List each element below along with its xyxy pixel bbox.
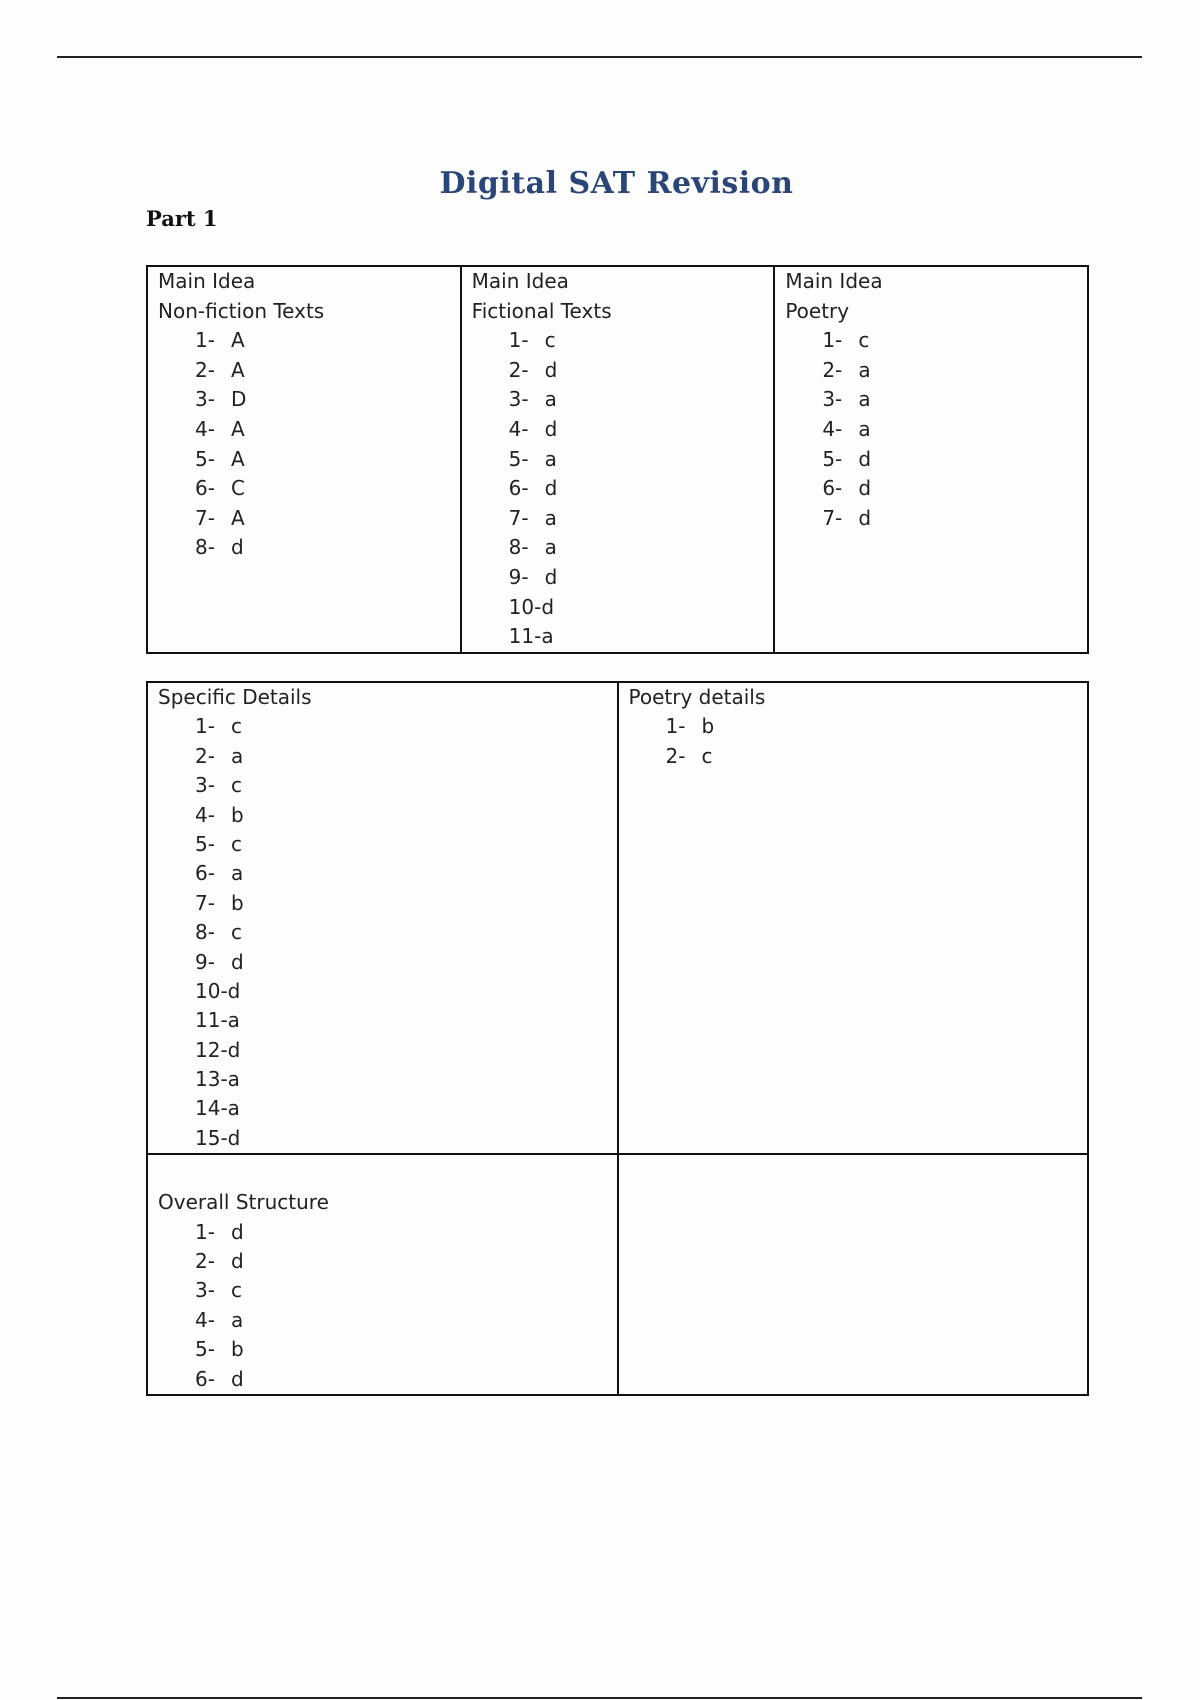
- answer-number: 1-: [195, 714, 215, 739]
- answer-item: [195, 1335, 607, 1364]
- cell-heading: Main Idea: [785, 269, 883, 293]
- answer-letter: a: [227, 1008, 240, 1033]
- answer-letter: a: [544, 535, 557, 560]
- answer-item: [509, 533, 764, 563]
- answer-item: [666, 712, 1078, 741]
- answer-number: 11-: [508, 624, 542, 649]
- answer-letter: D: [231, 387, 247, 412]
- answer-number: 3-: [508, 387, 529, 412]
- answer-number: 7-: [822, 505, 843, 530]
- answer-letter: A: [231, 357, 245, 382]
- poetry-details-cell: [618, 682, 1089, 1154]
- main-idea-table: [146, 265, 1089, 654]
- cell-subheading: Poetry: [785, 298, 850, 323]
- answer-item: [509, 504, 764, 534]
- answer-item: [822, 385, 1077, 415]
- part-label: Part 1: [146, 206, 218, 231]
- answer-item: [195, 1036, 607, 1065]
- answer-list: [158, 326, 450, 563]
- answer-letter: a: [231, 861, 244, 886]
- answer-letter: a: [858, 416, 871, 441]
- answer-letter: d: [231, 949, 244, 974]
- answer-item: [195, 356, 450, 386]
- answer-letter: A: [231, 446, 245, 471]
- answer-number: 5-: [195, 831, 215, 856]
- answer-item: [195, 1247, 607, 1276]
- details-table: [146, 681, 1089, 1396]
- answer-item: [822, 415, 1077, 445]
- answer-item: [509, 385, 764, 415]
- answer-number: 1-: [822, 328, 843, 353]
- answer-item: [195, 1065, 607, 1094]
- answer-item: [195, 712, 607, 741]
- answer-item: [822, 445, 1077, 475]
- answer-number: 3-: [195, 1278, 215, 1303]
- answer-letter: b: [231, 802, 244, 827]
- answer-number: 2-: [195, 1249, 215, 1274]
- cell-heading: Main Idea: [471, 269, 569, 293]
- answer-item: [195, 445, 450, 475]
- answer-item: [509, 474, 764, 504]
- answer-letter: c: [231, 1278, 242, 1303]
- document-title: Digital SAT Revision: [439, 166, 794, 201]
- answer-number: 8-: [195, 535, 215, 560]
- cell-heading: Main Idea: [158, 269, 256, 293]
- cell-heading: Specific Details: [158, 685, 312, 709]
- poetry-cell: [774, 266, 1088, 653]
- footer-rule: [57, 1697, 1142, 1699]
- answer-list: [629, 712, 1078, 771]
- answer-number: 2-: [665, 743, 686, 768]
- answer-number: 6-: [822, 476, 843, 501]
- answer-item: [509, 415, 764, 445]
- answer-item: [195, 533, 450, 563]
- answer-item: [195, 977, 607, 1006]
- answer-letter: b: [231, 890, 244, 915]
- answer-number: 11-: [195, 1008, 228, 1033]
- answer-item: [195, 771, 607, 800]
- answer-number: 1-: [665, 714, 686, 739]
- answer-letter: c: [701, 743, 713, 768]
- answer-number: 8-: [195, 920, 215, 945]
- answer-number: 3-: [195, 773, 215, 798]
- answer-number: 5-: [195, 1337, 215, 1362]
- answer-item: [195, 742, 607, 771]
- answer-list: [158, 1218, 607, 1394]
- answer-letter: C: [231, 476, 245, 501]
- answer-number: 7-: [195, 505, 215, 530]
- answer-letter: d: [231, 535, 244, 560]
- answer-item: [195, 918, 607, 947]
- fictional-cell: [461, 266, 775, 653]
- answer-item: [195, 504, 450, 534]
- answer-number: 6-: [508, 476, 529, 501]
- answer-letter: a: [231, 1307, 244, 1332]
- answer-item: [195, 474, 450, 504]
- answer-number: 9-: [508, 564, 529, 589]
- answer-letter: d: [544, 357, 558, 382]
- overall-structure-cell: [147, 1154, 618, 1395]
- answer-letter: d: [544, 476, 558, 501]
- answer-number: 7-: [508, 505, 529, 530]
- answer-letter: d: [227, 1037, 241, 1062]
- answer-number: 5-: [195, 446, 215, 471]
- answer-letter: d: [858, 505, 872, 530]
- answer-letter: c: [544, 328, 556, 353]
- answer-number: 10-: [195, 978, 228, 1003]
- specific-details-cell: [147, 682, 618, 1154]
- answer-letter: a: [227, 1067, 240, 1092]
- answer-letter: a: [227, 1096, 240, 1121]
- cell-heading: Poetry details: [628, 685, 766, 709]
- answer-letter: d: [227, 978, 241, 1003]
- answer-letter: c: [231, 920, 242, 945]
- nonfiction-cell: [147, 266, 461, 653]
- answer-letter: A: [231, 505, 245, 530]
- answer-letter: d: [231, 1219, 244, 1244]
- answer-letter: b: [701, 714, 715, 739]
- answer-letter: c: [858, 328, 870, 353]
- answer-letter: b: [231, 1337, 244, 1362]
- answer-letter: d: [541, 594, 555, 619]
- answer-letter: d: [544, 416, 558, 441]
- answer-number: 2-: [822, 357, 843, 382]
- answer-number: 12-: [195, 1037, 228, 1062]
- answer-letter: c: [231, 714, 242, 739]
- answer-number: 1-: [195, 1219, 215, 1244]
- answer-number: 2-: [508, 357, 529, 382]
- answer-number: 5-: [822, 446, 843, 471]
- answer-item: [509, 593, 764, 623]
- cell-subheading: Fictional Texts: [471, 298, 612, 323]
- answer-item: [195, 1306, 607, 1335]
- answer-letter: d: [544, 564, 558, 589]
- answer-item: [195, 1365, 607, 1394]
- answer-item: [666, 742, 1078, 771]
- answer-item: [195, 801, 607, 830]
- answer-item: [195, 1218, 607, 1247]
- answer-item: [822, 326, 1077, 356]
- answer-item: [195, 1276, 607, 1305]
- answer-letter: a: [544, 387, 557, 412]
- answer-item: [195, 830, 607, 859]
- answer-item: [195, 1124, 607, 1153]
- answer-item: [822, 356, 1077, 386]
- answer-letter: a: [544, 446, 557, 471]
- answer-number: 1-: [508, 328, 529, 353]
- answer-letter: d: [227, 1125, 241, 1150]
- answer-letter: a: [231, 743, 244, 768]
- answer-letter: c: [231, 773, 242, 798]
- answer-number: 2-: [195, 743, 215, 768]
- answer-item: [195, 326, 450, 356]
- answer-number: 14-: [195, 1096, 228, 1121]
- answer-number: 8-: [508, 535, 529, 560]
- answer-list: [785, 326, 1077, 533]
- header-rule: [57, 56, 1142, 58]
- answer-number: 4-: [195, 1307, 215, 1332]
- answer-number: 4-: [195, 416, 215, 441]
- answer-letter: a: [858, 387, 871, 412]
- answer-letter: d: [858, 476, 872, 501]
- answer-number: 6-: [195, 861, 215, 886]
- answer-item: [195, 385, 450, 415]
- answer-item: [195, 415, 450, 445]
- answer-number: 9-: [195, 949, 215, 974]
- answer-item: [195, 948, 607, 977]
- answer-number: 5-: [508, 446, 529, 471]
- answer-item: [822, 504, 1077, 534]
- answer-number: 4-: [195, 802, 215, 827]
- answer-item: [509, 356, 764, 386]
- answer-item: [822, 474, 1077, 504]
- answer-list: [158, 712, 607, 1153]
- answer-item: [509, 326, 764, 356]
- answer-item: [195, 859, 607, 888]
- answer-number: 1-: [195, 328, 215, 353]
- answer-item: [195, 1006, 607, 1035]
- answer-letter: A: [231, 416, 245, 441]
- answer-item: [195, 889, 607, 918]
- answer-letter: c: [231, 831, 242, 856]
- answer-letter: a: [541, 624, 554, 649]
- cell-subheading: Non-fiction Texts: [158, 298, 325, 323]
- answer-number: 7-: [195, 890, 215, 915]
- blank-line: [158, 1155, 607, 1188]
- answer-number: 13-: [195, 1067, 228, 1092]
- cell-heading: Overall Structure: [158, 1190, 329, 1215]
- answer-number: 10-: [508, 594, 542, 619]
- answer-number: 15-: [195, 1125, 228, 1150]
- empty-cell: [618, 1154, 1089, 1395]
- answer-number: 3-: [822, 387, 843, 412]
- answer-letter: a: [858, 357, 871, 382]
- answer-number: 3-: [195, 387, 215, 412]
- answer-number: 6-: [195, 1366, 215, 1391]
- answer-item: [509, 445, 764, 475]
- answer-letter: A: [231, 328, 245, 353]
- answer-list: [472, 326, 764, 652]
- answer-letter: d: [858, 446, 872, 471]
- answer-item: [509, 622, 764, 652]
- answer-letter: d: [231, 1249, 244, 1274]
- answer-number: 4-: [508, 416, 529, 441]
- answer-item: [195, 1094, 607, 1123]
- answer-letter: a: [544, 505, 557, 530]
- answer-letter: d: [231, 1366, 244, 1391]
- answer-number: 4-: [822, 416, 843, 441]
- answer-number: 6-: [195, 476, 215, 501]
- answer-number: 2-: [195, 357, 215, 382]
- answer-item: [509, 563, 764, 593]
